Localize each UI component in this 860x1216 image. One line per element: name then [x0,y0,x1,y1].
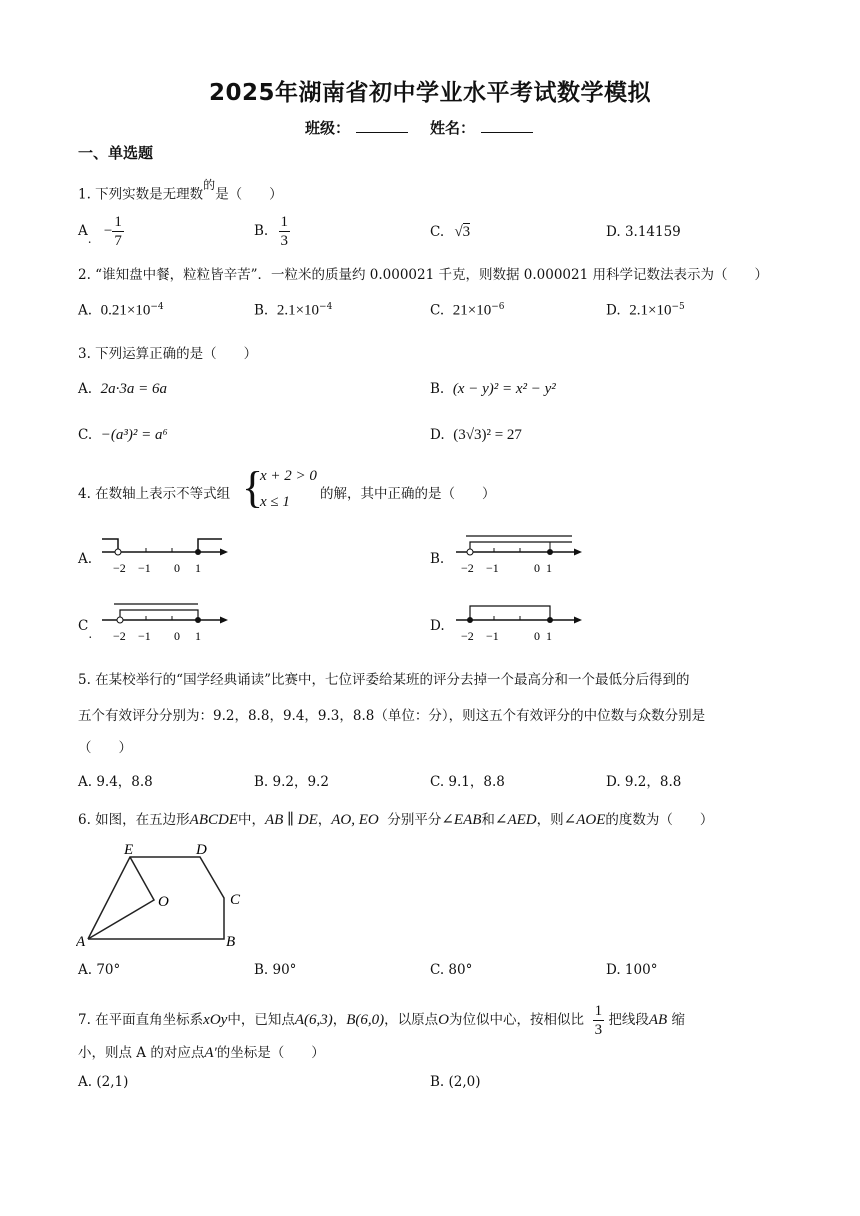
question-4-option-d-label[interactable]: D. [430,618,445,634]
question-3-stem: 3. 下列运算正确的是（ ） [78,346,258,362]
pentagon-svg [76,840,256,950]
vertex-label: B [226,934,236,950]
tick-label: −2 [113,561,126,575]
fraction: $\frac{1}{7}$ [114,214,122,249]
question-5-option-c[interactable]: C. 9.1，8.8 [430,774,505,790]
question-7-option-b[interactable]: B. (2,0) [430,1074,481,1090]
question-6-option-d[interactable]: D. 100° [606,962,658,978]
question-3-option-a[interactable]: A. 2a·3a = 6a [78,381,168,397]
inequality-2: x ≤ 1 [260,494,290,510]
tick-label: 1 [546,561,552,575]
tick-label: −2 [113,629,126,643]
question-1-option-a[interactable]: A. − $\frac{1}{7}$ [78,214,122,249]
question-5-option-d[interactable]: D. 9.2，8.8 [606,774,682,790]
number-line-a-svg [100,536,230,580]
question-7-stem-line-1: 7. 在平面直角坐标系xOy中，已知点A(6,3)，B(6,0)，以原点O为位似中心，按相似比 $\frac{1}{3}$ 把线段AB 缩 [78,1003,685,1038]
question-2-option-c[interactable]: C. $21\times 10^{-6}$ [430,302,505,319]
section-title: 一、单选题 [78,144,154,162]
vertex-label: D [196,842,207,858]
number-line-d-svg [454,602,584,648]
class-blank[interactable] [356,118,408,133]
question-6-option-c[interactable]: C. 80° [430,962,473,978]
question-1-option-b[interactable]: B. $\frac{1}{3}$ [254,214,289,249]
question-1-option-d[interactable]: D. 3.14159 [606,224,681,240]
question-6-stem: 6. 如图，在五边形ABCDE中，AB ∥ DE，AO, EO 分别平分∠EAB和∠AED，则∠AOE的度数为（ ） [78,812,714,828]
question-4-option-a-label[interactable]: A. [78,551,93,567]
student-info [0,117,860,138]
name-blank[interactable] [481,118,533,133]
vertex-label: A [76,934,86,950]
tick-label: 0 [174,629,180,643]
number-line-c-svg [100,602,230,648]
number-line-b-svg [454,534,584,580]
question-1-option-c[interactable]: C. √3 [430,224,471,240]
tick-label: 0 [174,561,180,575]
tick-label: 1 [195,561,201,575]
question-4-stem-post: 的解，其中正确的是（ ） [320,486,496,502]
question-7-stem-line-2: 小，则点 A 的对应点A′的坐标是（ ） [78,1045,325,1061]
tick-label: −2 [461,629,474,643]
vertex-label: O [158,894,169,910]
question-3-option-c[interactable]: C. −(a³)² = a⁶ [78,427,168,443]
inequality-1: x + 2 > 0 [260,468,317,484]
tick-label: −1 [486,629,499,643]
number-line-d[interactable] [454,602,584,648]
number-line-c[interactable] [100,602,230,648]
question-5-line-2: 五个有效评分分别为：9.2，8.8，9.4，9.3，8.8（单位：分），则这五个有效评分的中位数与众数分别是 [78,708,706,724]
question-1-stem: 1. 下列实数是无理数$^的$是（ ） [78,178,283,203]
brace-icon: { [242,463,264,512]
tick-label: 0 [534,561,540,575]
question-2-option-a[interactable]: A. $0.21\times 10^{-4}$ [78,302,164,319]
question-2-option-b[interactable]: B. $2.1\times 10^{-4}$ [254,302,333,319]
question-6-option-a[interactable]: A. 70° [78,962,121,978]
question-2-option-d[interactable]: D. $2.1\times 10^{-5}$ [606,302,685,319]
question-2-stem: 2. “谁知盘中餐，粒粒皆辛苦”．一粒米的质量约 0.000021 千克，则数据 0.000021 用科学记数法表示为（ ） [78,267,768,283]
question-4-stem-pre: 4. 在数轴上表示不等式组 [78,486,231,502]
question-5-option-b[interactable]: B. 9.2，9.2 [254,774,329,790]
page-title: 2025年湖南省初中学业水平考试数学模拟 [208,80,651,106]
fraction: $\frac{1}{3}$ [280,214,289,249]
number-line-a[interactable] [100,536,230,580]
question-4-option-c-label[interactable]: C. [78,618,93,641]
vertex-label: C [230,892,241,908]
tick-label: −2 [461,561,474,575]
vertex-label: E [124,842,134,858]
name-label: 姓名： [430,119,476,137]
tick-label: 0 [534,629,540,643]
question-5-line-3: （ ） [78,740,132,756]
tick-label: 1 [546,629,552,643]
question-5-line-1: 5. 在某校举行的“国学经典诵读”比赛中，七位评委给某班的评分去掉一个最高分和一个最低分后得到的 [78,672,690,688]
fraction: $\frac{1}{3}$ [594,1003,603,1038]
question-4-option-b-label[interactable]: B. [430,551,445,567]
tick-label: 1 [195,629,201,643]
tick-label: −1 [138,629,151,643]
tick-label: −1 [486,561,499,575]
question-6-option-b[interactable]: B. 90° [254,962,297,978]
tick-label: −1 [138,561,151,575]
pentagon-figure [76,840,256,954]
question-3-option-d[interactable]: D. (3√3)² = 27 [430,427,522,443]
question-7-option-a[interactable]: A. (2,1) [78,1074,129,1090]
question-5-option-a[interactable]: A. 9.4，8.8 [78,774,153,790]
number-line-b[interactable] [454,534,584,580]
class-label: 班级： [304,119,350,137]
question-3-option-b[interactable]: B. (x − y)² = x² − y² [430,381,556,397]
